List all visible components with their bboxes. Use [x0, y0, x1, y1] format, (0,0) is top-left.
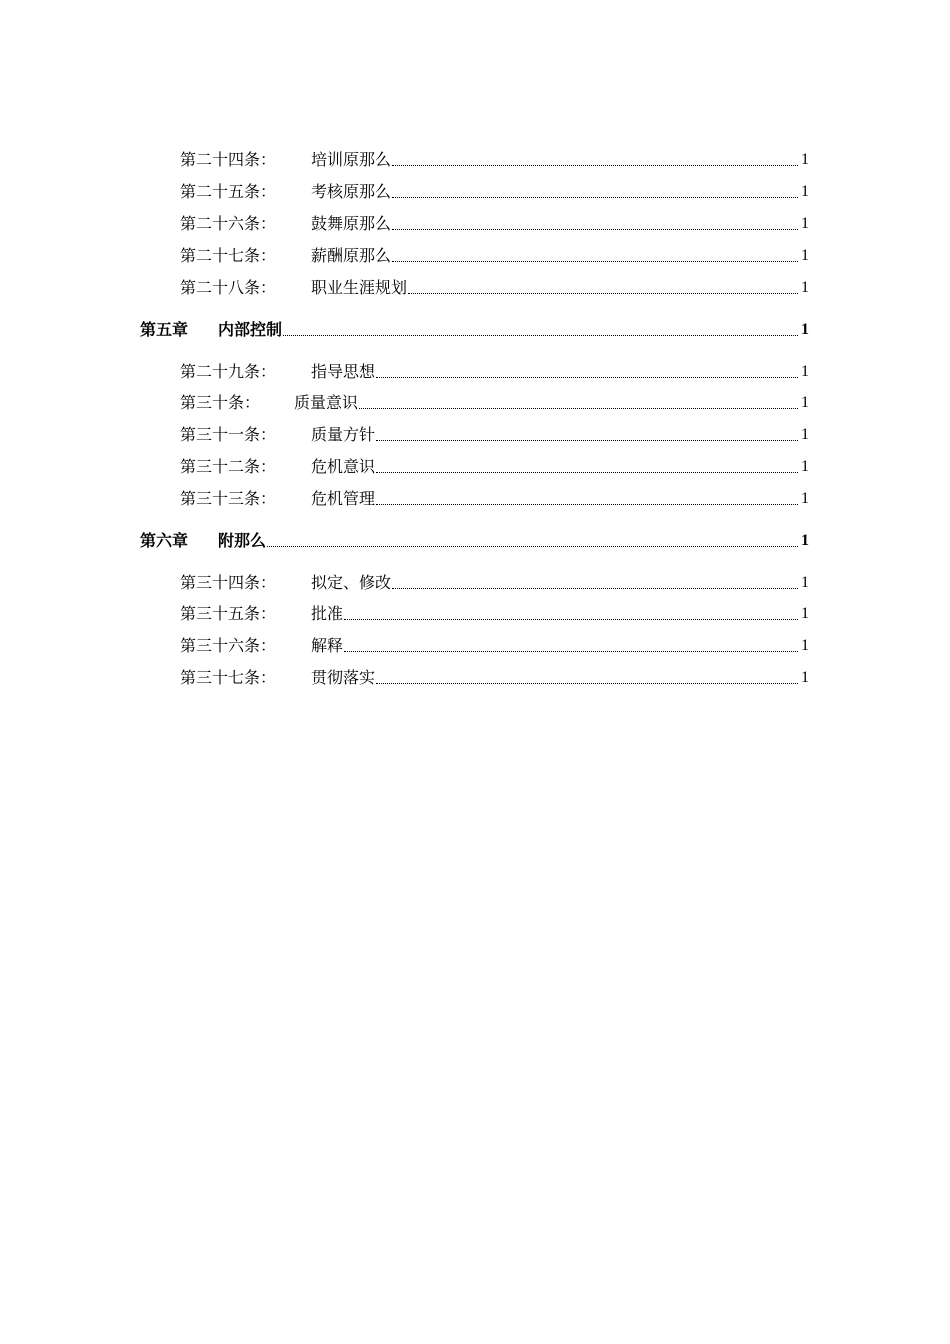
- toc-entry-number: 第三十三条：: [180, 489, 277, 508]
- toc-entry-title: 解释: [311, 636, 344, 655]
- toc-entry-page: 1: [801, 183, 809, 200]
- toc-entry-page: 1: [801, 458, 809, 475]
- toc-entry-title: 拟定、修改: [311, 573, 392, 592]
- toc-entry-page: 1: [801, 669, 809, 686]
- toc-entry-page: 1: [801, 279, 809, 296]
- dot-leader: [267, 546, 798, 547]
- toc-entry-number: 第二十四条：: [180, 150, 277, 169]
- dot-leader: [344, 619, 798, 620]
- toc-entry-number: 第二十七条：: [180, 246, 277, 265]
- toc-entry-title: 危机意识: [311, 457, 376, 476]
- toc-entry[interactable]: [0, 180, 950, 204]
- toc-entry-number: 第二十九条：: [180, 362, 277, 381]
- toc-entry[interactable]: [0, 212, 950, 236]
- toc-entry-title: 质量方针: [311, 425, 376, 444]
- toc-entry-page: 1: [801, 363, 809, 380]
- dot-leader: [283, 335, 798, 336]
- toc-entry-number: 第三十二条：: [180, 457, 277, 476]
- toc-entry-title: 鼓舞原那么: [311, 214, 392, 233]
- toc-chapter-page: 1: [801, 532, 809, 549]
- dot-leader: [376, 472, 798, 473]
- toc-entry-title: 考核原那么: [311, 182, 392, 201]
- toc-chapter-entry[interactable]: [0, 318, 950, 342]
- dot-leader: [376, 440, 798, 441]
- toc-entry-page: 1: [801, 605, 809, 622]
- dot-leader: [376, 504, 798, 505]
- toc-entry-page: 1: [801, 490, 809, 507]
- dot-leader: [392, 197, 798, 198]
- toc-entry-title: 危机管理: [311, 489, 376, 508]
- toc-entry[interactable]: [0, 391, 950, 415]
- toc-chapter-title: 内部控制: [218, 320, 283, 339]
- toc-entry-title: 培训原那么: [311, 150, 392, 169]
- toc-entry[interactable]: [0, 423, 950, 447]
- toc-entry-page: 1: [801, 574, 809, 591]
- toc-entry-number: 第三十条：: [180, 393, 261, 412]
- toc-entry-number: 第二十五条：: [180, 182, 277, 201]
- toc-chapter-entry[interactable]: [0, 529, 950, 553]
- toc-entry-page: 1: [801, 247, 809, 264]
- dot-leader: [344, 651, 798, 652]
- toc-chapter-number: 第五章: [140, 320, 189, 339]
- toc-entry-title: 薪酬原那么: [311, 246, 392, 265]
- dot-leader: [392, 588, 798, 589]
- toc-entry[interactable]: [0, 360, 950, 384]
- toc-entry-page: 1: [801, 151, 809, 168]
- toc-entry-title: 指导思想: [311, 362, 376, 381]
- toc-entry-page: 1: [801, 637, 809, 654]
- toc-entry[interactable]: [0, 455, 950, 479]
- toc-entry[interactable]: [0, 244, 950, 268]
- toc-chapter-page: 1: [801, 321, 809, 338]
- dot-leader: [408, 293, 798, 294]
- toc-entry-title: 职业生涯规划: [311, 278, 408, 297]
- toc-chapter-title: 附那么: [218, 531, 267, 550]
- toc-entry-number: 第三十五条：: [180, 604, 277, 623]
- toc-entry-page: 1: [801, 426, 809, 443]
- dot-leader: [376, 377, 798, 378]
- toc-entry-number: 第三十四条：: [180, 573, 277, 592]
- toc-chapter-number: 第六章: [140, 531, 189, 550]
- toc-entry[interactable]: [0, 148, 950, 172]
- toc-entry-number: 第三十七条：: [180, 668, 277, 687]
- toc-entry-number: 第三十六条：: [180, 636, 277, 655]
- toc-entry-page: 1: [801, 215, 809, 232]
- toc-entry[interactable]: [0, 602, 950, 626]
- toc-entry-number: 第三十一条：: [180, 425, 277, 444]
- dot-leader: [376, 683, 798, 684]
- toc-entry[interactable]: [0, 487, 950, 511]
- toc-entry[interactable]: [0, 634, 950, 658]
- toc-entry[interactable]: [0, 571, 950, 595]
- dot-leader: [359, 408, 798, 409]
- dot-leader: [392, 229, 798, 230]
- toc-entry-page: 1: [801, 394, 809, 411]
- toc-entry-title: 批准: [311, 604, 344, 623]
- toc-entry-title: 贯彻落实: [311, 668, 376, 687]
- toc-entry[interactable]: [0, 666, 950, 690]
- toc-entry-title: 质量意识: [294, 393, 359, 412]
- toc-entry[interactable]: [0, 276, 950, 300]
- dot-leader: [392, 261, 798, 262]
- dot-leader: [392, 165, 798, 166]
- toc-entry-number: 第二十六条：: [180, 214, 277, 233]
- toc-entry-number: 第二十八条：: [180, 278, 277, 297]
